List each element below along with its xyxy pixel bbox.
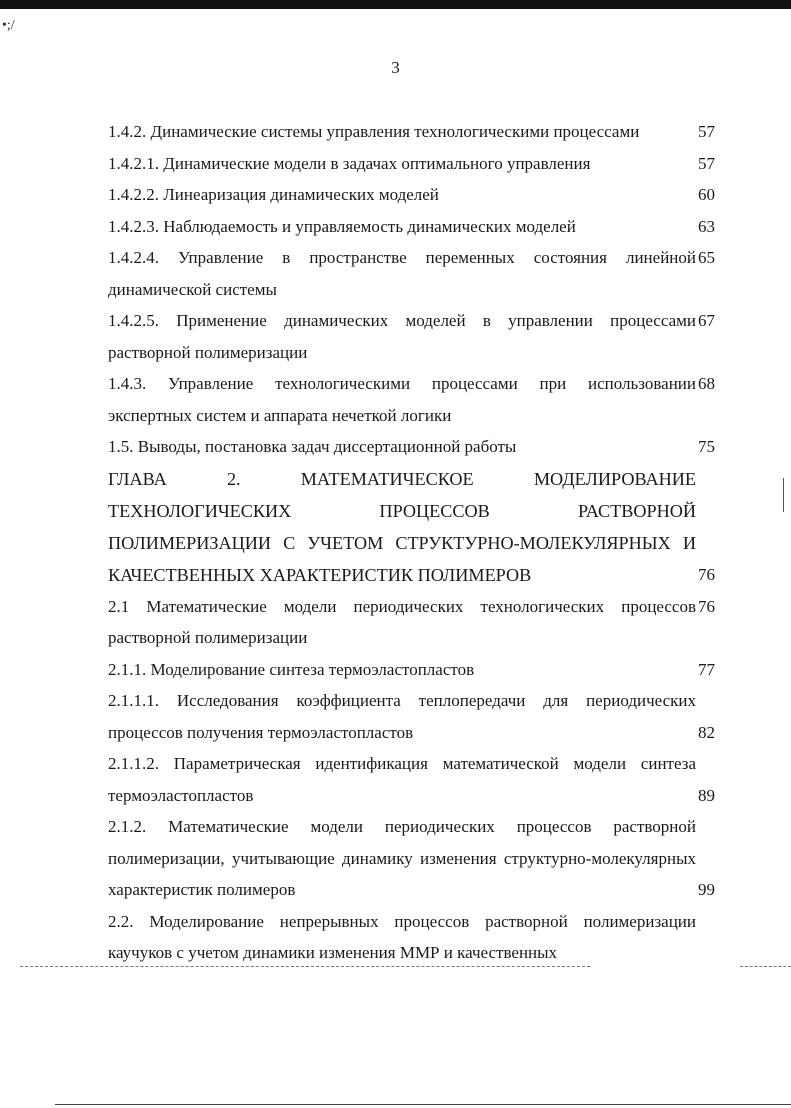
toc-entry — [108, 368, 738, 431]
page-number: 3 — [391, 58, 400, 77]
toc-entry-page: 57 — [698, 122, 715, 141]
toc-entry-title: 2.1.1. Моделирование синтеза термоэластопластов — [108, 659, 475, 679]
toc-entry-title: 2.2. Моделирование непрерывных процессов растворной полимеризации каучуков с учетом динамики изменения ММР и качественных — [108, 911, 696, 962]
toc-entry-title: ГЛАВА 2. МАТЕМАТИЧЕСКОЕ МОДЕЛИРОВАНИЕ ТЕХНОЛОГИЧЕСКИХ ПРОЦЕССОВ РАСТВОРНОЙ ПОЛИМЕРИЗАЦИИ С УЧЕТОМ СТРУКТУРНО-МОЛЕКУЛЯРНЫХ И КАЧЕСТВЕННЫХ ХАРАКТЕРИСТИК ПОЛИМЕРОВ — [108, 468, 696, 585]
toc-entry — [108, 748, 738, 811]
toc-entry-page: 68 — [698, 374, 715, 393]
toc-entry-page: 57 — [698, 153, 715, 173]
toc-entry-page: 82 — [698, 722, 715, 742]
toc-entry — [108, 116, 738, 148]
toc-entry-title: 1.4.2.4. Управление в пространстве переменных состояния линейной динамической системы — [108, 248, 696, 299]
toc-entry — [108, 431, 738, 463]
toc-entry-title: 1.4.2.1. Динамические модели в задачах оптимального управления — [108, 153, 591, 173]
toc-entry — [108, 242, 738, 305]
scan-artifact-dashes-right — [740, 966, 791, 967]
toc-entry — [108, 591, 738, 654]
toc-entry-title: 1.4.3. Управление технологическими процессами при использовании экспертных систем и аппарата нечеткой логики — [108, 374, 696, 425]
toc-entry — [108, 179, 738, 211]
toc-entry-page: 60 — [698, 185, 715, 204]
top-border — [0, 0, 791, 9]
corner-mark: •;/ — [2, 18, 15, 33]
toc-entry-title: 1.4.2.2. Линеаризация динамических моделей — [108, 185, 439, 204]
toc-entry-page: 77 — [698, 659, 715, 679]
toc-entry — [108, 906, 738, 969]
toc-entry — [108, 685, 738, 748]
scan-artifact-dashes — [20, 966, 590, 967]
toc-entry-page: 89 — [698, 785, 715, 805]
toc-entry-title: 1.4.2. Динамические системы управления технологическими процессами — [108, 122, 640, 141]
toc-entry-title: 2.1 Математические модели периодических технологических процессов растворной полимеризации — [108, 596, 696, 647]
toc-entry-title: 2.1.1.2. Параметрическая идентификация математической модели синтеза термоэластопластов — [108, 754, 696, 805]
toc-entry-page: 76 — [698, 564, 715, 584]
toc-entry — [108, 305, 738, 368]
toc-entry-page: 75 — [698, 437, 715, 456]
toc-entry-page: 65 — [698, 248, 715, 267]
toc-entry-page: 63 — [698, 216, 715, 236]
toc-entry-title: 1.4.2.5. Применение динамических моделей в управлении процессами растворной полимеризации — [108, 311, 696, 362]
margin-mark — [783, 478, 784, 512]
toc-entry-page: 67 — [698, 311, 715, 330]
bottom-border — [55, 1104, 791, 1105]
toc-entry — [108, 211, 738, 243]
toc-entry-page: 76 — [698, 596, 715, 616]
toc-entry — [108, 811, 738, 906]
toc-entry-title: 1.5. Выводы, постановка задач диссертационной работы — [108, 437, 517, 456]
toc-entry — [108, 148, 738, 180]
toc-entry-title: 2.1.2. Математические модели периодических процессов растворной полимеризации, учитывающие динамику изменения структурно-молекулярных характеристик полимеров — [108, 817, 696, 899]
toc-entry-page: 99 — [698, 880, 715, 899]
toc-chapter-heading — [108, 463, 738, 591]
toc-entry-title: 1.4.2.3. Наблюдаемость и управляемость динамических моделей — [108, 216, 576, 236]
table-of-contents — [108, 116, 738, 969]
toc-entry — [108, 654, 738, 686]
toc-entry-title: 2.1.1.1. Исследования коэффициента теплопередачи для периодических процессов получения термоэластопластов — [108, 691, 696, 742]
